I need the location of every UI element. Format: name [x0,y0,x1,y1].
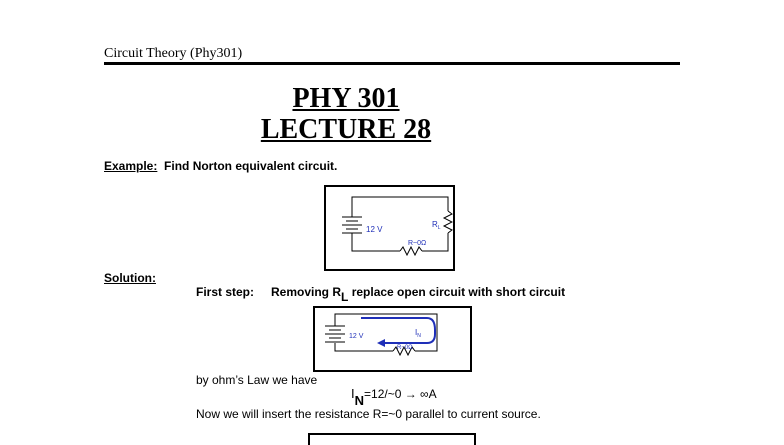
example-text: Find Norton equivalent circuit. [164,159,338,173]
solution-label: Solution: [104,271,156,285]
example-line [104,159,337,173]
first-step-label: First step: [196,285,255,299]
circuit-figure-3-partial [308,433,476,445]
norton-current-equation: $I_N=12/\sim 0 \to \infty A$ [351,386,437,409]
norton-current-label: $I_N$ [415,328,421,339]
source-voltage-label-2: 12 V [349,333,364,340]
load-resistor-label: $R_L$ [432,220,441,231]
series-resistor-label: R~0Ω [408,240,427,247]
first-step-text: Removing $R_L$ replace open circuit with short circuit [271,285,566,305]
series-resistor-label-2: R~0Ω [397,345,413,351]
circuit-diagram-2 [315,308,470,370]
circuit-diagram-1 [326,187,453,269]
document-header: Circuit Theory (Phy301) [104,46,243,61]
circuit-figure-2 [313,306,472,372]
title-course-code: PHY 301 [292,83,400,114]
example-label: Example: [104,159,158,173]
header-rule [104,62,680,65]
circuit-figure-1 [324,185,455,271]
title-lecture: LECTURE 28 [260,114,432,145]
insert-resistance-text: Now we will insert the resistance R=~0 parallel to current source. [196,407,541,421]
source-voltage-label: 12 V [366,225,383,234]
ohms-law-intro: by ohm’s Law we have [196,373,318,387]
